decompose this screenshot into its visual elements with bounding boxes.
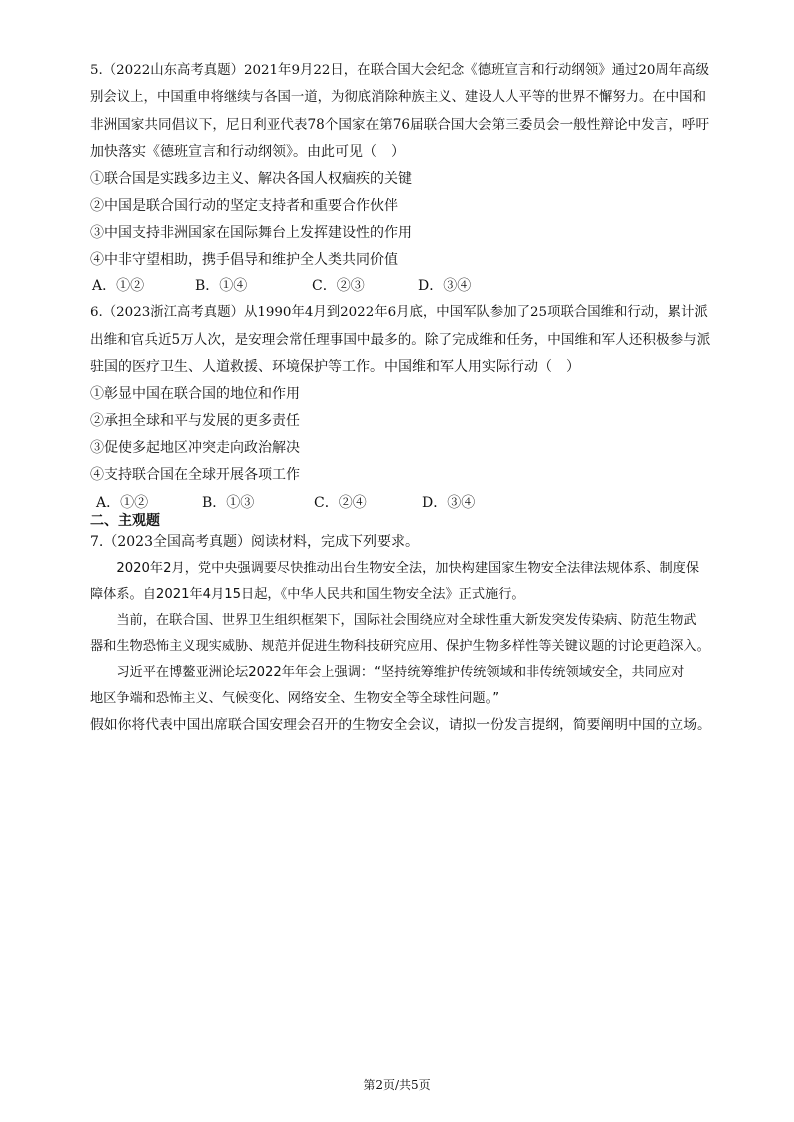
q6-option-b[interactable]: B．①③ — [202, 495, 255, 511]
q5-option-d[interactable]: D．③④ — [418, 278, 472, 294]
q5-option-a[interactable]: A．①② — [92, 278, 145, 294]
q5-statement: ②中国是联合国行动的坚定支持者和重要合作伙伴 — [90, 198, 398, 214]
q6-stem-line: 出维和官兵近5万人次，是安理会常任理事国中最多的。除了完成维和任务，中国维和军人还积极参与派 — [90, 332, 711, 348]
q6-statement: ①彰显中国在联合国的地位和作用 — [90, 386, 300, 402]
q6-statement: ②承担全球和平与发展的更多责任 — [90, 413, 300, 429]
q5-option-b[interactable]: B．①④ — [195, 278, 248, 294]
q6-stem-line: 6.（2023浙江高考真题）从1990年4月到2022年6月底，中国军队参加了25项联合国维和行动，累计派 — [90, 305, 708, 320]
q6-option-c[interactable]: C．②④ — [314, 495, 367, 511]
q7-question: 假如你将代表中国出席联合国安理会召开的生物安全会议，请拟一份发言提纲，简要阐明中国的立场。 — [90, 717, 711, 733]
q7-material-line: 器和生物恐怖主义现实威胁、规范并促进生物科技研究应用、保护生物多样性等关键议题的讨论更趋深入。 — [90, 639, 710, 654]
q6-stem-line: 驻国的医疗卫生、人道救援、环境保护等工作。中国维和军人用实际行动（ ） — [90, 359, 580, 375]
q7-material-line: 2020年2月，党中央强调要尽快推动出台生物安全法，加快构建国家生物安全法律法规体系、制度保 — [90, 561, 700, 576]
q7-intro: 7.（2023全国高考真题）阅读材料，完成下列要求。 — [90, 534, 419, 550]
q5-stem-line: 加快落实《德班宣言和行动纲领》。由此可见（ ） — [90, 144, 405, 160]
q5-statement: ①联合国是实践多边主义、解决各国人权痼疾的关键 — [90, 171, 412, 187]
q5-statement: ④中非守望相助，携手倡导和维护全人类共同价值 — [90, 252, 398, 268]
section-title: 二、主观题 — [90, 513, 160, 529]
q6-statement: ③促使多起地区冲突走向政治解决 — [90, 440, 300, 456]
q5-stem-line: 别会议上，中国重申将继续与各国一道，为彻底消除种族主义、建设人人平等的世界不懈努力。在中国和 — [90, 90, 706, 105]
q7-material-line: 障体系。自2021年4月15日起，《中华人民共和国生物安全法》正式施行。 — [90, 587, 525, 602]
q7-material-line: 当前，在联合国、世界卫生组织框架下，国际社会围绕应对全球性重大新发突发传染病、防范生物武 — [90, 613, 697, 628]
q5-stem-line: 5.（2022山东高考真题）2021年9月22日，在联合国大会纪念《德班宣言和行动纲领》通过20周年高级 — [90, 63, 709, 78]
q7-material-line: 地区争端和恐怖主义、气候变化、网络安全、生物安全等全球性问题。” — [90, 691, 500, 706]
page-number: 第2页/共5页 — [363, 1078, 431, 1092]
q6-option-d[interactable]: D．③④ — [422, 495, 476, 511]
q5-option-c[interactable]: C．②③ — [312, 278, 365, 294]
q5-statement: ③中国支持非洲国家在国际舞台上发挥建设性的作用 — [90, 225, 412, 241]
q6-statement: ④支持联合国在全球开展各项工作 — [90, 467, 300, 483]
q7-material-line: 习近平在博鳌亚洲论坛2022年年会上强调：“坚持统筹维护传统领域和非传统领域安全，共同应对 — [90, 665, 685, 680]
q5-stem-line: 非洲国家共同倡议下，尼日利亚代表78个国家在第76届联合国大会第三委员会一般性辩论中发言，呼吁 — [90, 117, 710, 133]
q6-option-a[interactable]: A．①② — [96, 495, 149, 511]
